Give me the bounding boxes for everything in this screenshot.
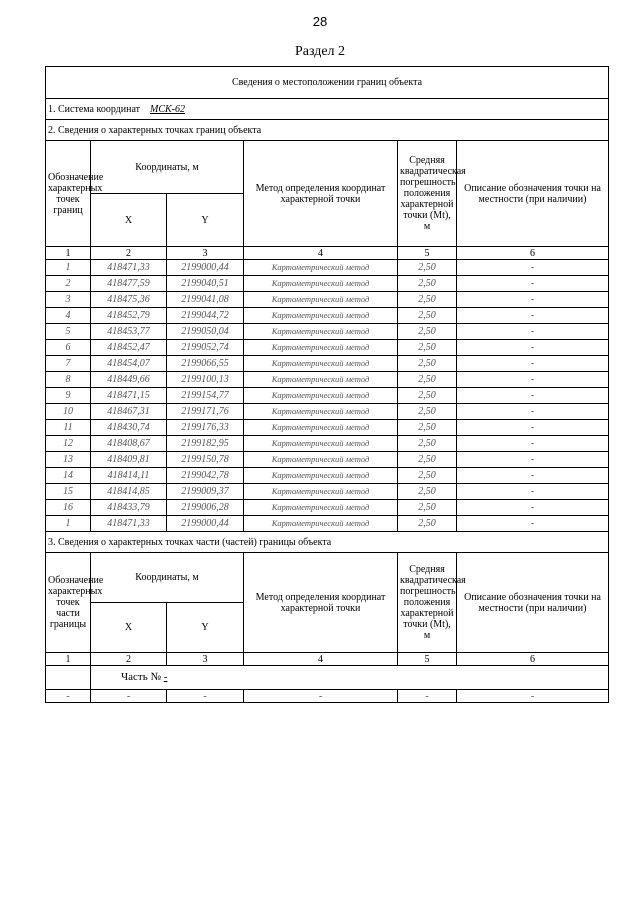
coord-y: 2199100,13	[167, 372, 244, 388]
accuracy: 2,50	[398, 340, 457, 356]
table-row	[46, 340, 609, 356]
header-description-part: Описание обозначения точки на местности (при наличии)	[457, 553, 609, 653]
boundary-table	[45, 66, 609, 703]
coord-x: 418449,66	[91, 372, 167, 388]
header-coords: Координаты, м	[91, 141, 244, 194]
header-x-part: X	[91, 603, 167, 653]
accuracy: 2,50	[398, 308, 457, 324]
coord-x: 418408,67	[91, 436, 167, 452]
part-cell: -	[46, 690, 91, 703]
header-accuracy-part: Средняя квадратическая погрешность положения характерной точки (Mt), м	[398, 553, 457, 653]
point-number: 14	[46, 468, 91, 484]
description: -	[457, 484, 609, 500]
column-number: 1	[46, 653, 91, 666]
method: Картометрический метод	[244, 500, 398, 516]
part-cell: -	[457, 690, 609, 703]
column-number: 5	[398, 653, 457, 666]
accuracy: 2,50	[398, 356, 457, 372]
header-accuracy: Средняя квадратическая погрешность положения характерной точки (Mt), м	[398, 141, 457, 247]
accuracy: 2,50	[398, 388, 457, 404]
table-row	[46, 516, 609, 532]
column-number: 3	[167, 247, 244, 260]
point-number: 5	[46, 324, 91, 340]
part-cell: -	[244, 690, 398, 703]
point-number: 2	[46, 276, 91, 292]
accuracy: 2,50	[398, 404, 457, 420]
description: -	[457, 340, 609, 356]
header-point-label: Обозначение характерных точек границ	[46, 141, 91, 247]
header-x: X	[91, 194, 167, 247]
column-number: 1	[46, 247, 91, 260]
coord-x: 418471,33	[91, 516, 167, 532]
coord-system-value: МСК-62	[150, 103, 186, 115]
coord-x: 418471,15	[91, 388, 167, 404]
header-y-part: Y	[167, 603, 244, 653]
coord-system-label: 1. Система координат	[48, 103, 141, 115]
column-number-row	[46, 247, 609, 260]
header-method: Метод определения координат характерной точки	[244, 141, 398, 247]
method: Картометрический метод	[244, 276, 398, 292]
point-number: 3	[46, 292, 91, 308]
section-title: Раздел 2	[294, 44, 346, 59]
column-number: 2	[91, 247, 167, 260]
table-row	[46, 484, 609, 500]
column-number: 5	[398, 247, 457, 260]
header-y: Y	[167, 194, 244, 247]
accuracy: 2,50	[398, 468, 457, 484]
description: -	[457, 308, 609, 324]
coord-y: 2199176,33	[167, 420, 244, 436]
coord-y: 2199066,55	[167, 356, 244, 372]
part-cell: -	[167, 690, 244, 703]
accuracy: 2,50	[398, 292, 457, 308]
part-cell: -	[398, 690, 457, 703]
method: Картометрический метод	[244, 516, 398, 532]
accuracy: 2,50	[398, 372, 457, 388]
description: -	[457, 372, 609, 388]
column-number-row-part	[46, 653, 609, 666]
method: Картометрический метод	[244, 404, 398, 420]
accuracy: 2,50	[398, 500, 457, 516]
accuracy: 2,50	[398, 276, 457, 292]
method: Картометрический метод	[244, 292, 398, 308]
coord-x: 418414,11	[91, 468, 167, 484]
column-number: 4	[244, 247, 398, 260]
table-row	[46, 404, 609, 420]
page-number: 28	[312, 14, 328, 29]
coord-x: 418433,79	[91, 500, 167, 516]
description: -	[457, 516, 609, 532]
table-row	[46, 372, 609, 388]
accuracy: 2,50	[398, 260, 457, 276]
table-row	[46, 452, 609, 468]
method: Картометрический метод	[244, 308, 398, 324]
table-row	[46, 308, 609, 324]
description: -	[457, 260, 609, 276]
coord-system-row	[46, 99, 609, 120]
point-number: 7	[46, 356, 91, 372]
method: Картометрический метод	[244, 420, 398, 436]
point-number: 1	[46, 260, 91, 276]
method: Картометрический метод	[244, 484, 398, 500]
description: -	[457, 292, 609, 308]
table-row	[46, 324, 609, 340]
part-data-row	[46, 690, 609, 703]
table-row	[46, 420, 609, 436]
accuracy: 2,50	[398, 420, 457, 436]
coord-x: 418414,85	[91, 484, 167, 500]
coord-y: 2199044,72	[167, 308, 244, 324]
coord-x: 418453,77	[91, 324, 167, 340]
header-method-part: Метод определения координат характерной точки	[244, 553, 398, 653]
method: Картометрический метод	[244, 372, 398, 388]
point-number: 15	[46, 484, 91, 500]
coord-y: 2199150,78	[167, 452, 244, 468]
description: -	[457, 436, 609, 452]
column-number: 3	[167, 653, 244, 666]
header-coords-part: Координаты, м	[91, 553, 244, 603]
coord-y: 2199042,78	[167, 468, 244, 484]
coord-x: 418430,74	[91, 420, 167, 436]
part-label	[91, 666, 609, 690]
description: -	[457, 388, 609, 404]
method: Картометрический метод	[244, 468, 398, 484]
coord-x: 418454,07	[91, 356, 167, 372]
coord-x: 418477,59	[91, 276, 167, 292]
description: -	[457, 468, 609, 484]
table-row	[46, 388, 609, 404]
table-row	[46, 468, 609, 484]
method: Картометрический метод	[244, 388, 398, 404]
column-number: 6	[457, 247, 609, 260]
coord-x: 418409,81	[91, 452, 167, 468]
part-label-value: -	[163, 671, 168, 684]
description: -	[457, 452, 609, 468]
part-cell: -	[91, 690, 167, 703]
point-number: 10	[46, 404, 91, 420]
table-row	[46, 292, 609, 308]
description: -	[457, 324, 609, 340]
coord-y: 2199171,76	[167, 404, 244, 420]
table-row	[46, 276, 609, 292]
accuracy: 2,50	[398, 324, 457, 340]
coord-x: 418452,47	[91, 340, 167, 356]
coord-x: 418452,79	[91, 308, 167, 324]
table-row	[46, 260, 609, 276]
method: Картометрический метод	[244, 260, 398, 276]
description: -	[457, 276, 609, 292]
part-label-spacer	[46, 666, 91, 690]
method: Картометрический метод	[244, 452, 398, 468]
method: Картометрический метод	[244, 356, 398, 372]
coord-y: 2199154,77	[167, 388, 244, 404]
coord-x: 418475,36	[91, 292, 167, 308]
coord-y: 2199006,28	[167, 500, 244, 516]
description: -	[457, 500, 609, 516]
accuracy: 2,50	[398, 484, 457, 500]
coord-x: 418471,33	[91, 260, 167, 276]
table-row	[46, 356, 609, 372]
section3-label: 3. Сведения о характерных точках части (частей) границы объекта	[46, 532, 609, 553]
accuracy: 2,50	[398, 516, 457, 532]
description: -	[457, 404, 609, 420]
coord-y: 2199182,95	[167, 436, 244, 452]
header-description: Описание обозначения точки на местности (при наличии)	[457, 141, 609, 247]
method: Картометрический метод	[244, 324, 398, 340]
point-number: 1	[46, 516, 91, 532]
description: -	[457, 420, 609, 436]
table-row	[46, 500, 609, 516]
point-number: 6	[46, 340, 91, 356]
point-number: 16	[46, 500, 91, 516]
point-number: 12	[46, 436, 91, 452]
point-number: 13	[46, 452, 91, 468]
column-number: 4	[244, 653, 398, 666]
column-number: 6	[457, 653, 609, 666]
method: Картометрический метод	[244, 340, 398, 356]
coord-x: 418467,31	[91, 404, 167, 420]
section2-label: 2. Сведения о характерных точках границ объекта	[46, 120, 609, 141]
table-row	[46, 436, 609, 452]
coord-y: 2199000,44	[167, 516, 244, 532]
coord-y: 2199000,44	[167, 260, 244, 276]
method: Картометрический метод	[244, 436, 398, 452]
point-number: 8	[46, 372, 91, 388]
coord-y: 2199052,74	[167, 340, 244, 356]
header-point-label-part: Обозначение характерных точек части границы	[46, 553, 91, 653]
description: -	[457, 356, 609, 372]
coord-y: 2199040,51	[167, 276, 244, 292]
column-number: 2	[91, 653, 167, 666]
point-number: 9	[46, 388, 91, 404]
coord-y: 2199041,08	[167, 292, 244, 308]
table-title: Сведения о местоположении границ объекта	[46, 67, 609, 99]
accuracy: 2,50	[398, 452, 457, 468]
coord-y: 2199050,04	[167, 324, 244, 340]
point-number: 4	[46, 308, 91, 324]
accuracy: 2,50	[398, 436, 457, 452]
coord-y: 2199009,37	[167, 484, 244, 500]
point-number: 11	[46, 420, 91, 436]
part-label-text: Часть №	[121, 671, 161, 684]
